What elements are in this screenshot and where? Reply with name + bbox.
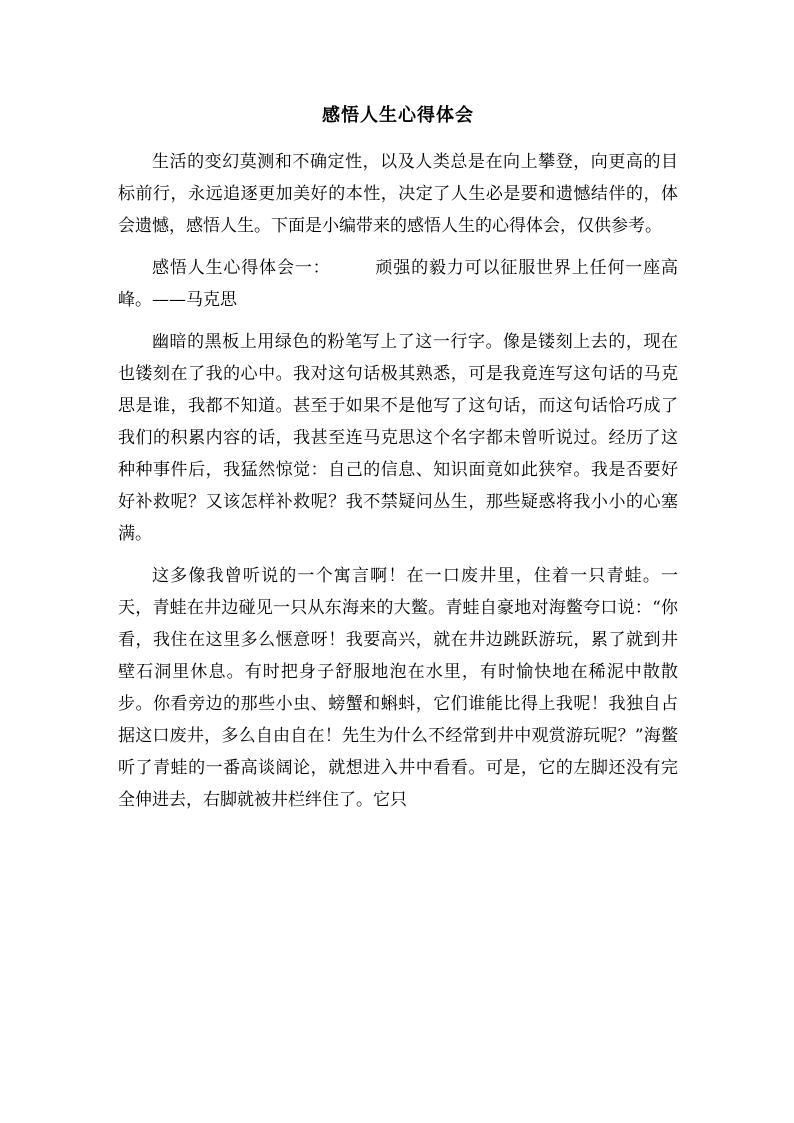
body-paragraph-blackboard: 幽暗的黑板上用绿色的粉笔写上了这一行字。像是镂刻上去的，现在也镂刻在了我的心中。我对这句话极其熟悉，可是我竟连写这句话的马克思是谁，我都不知道。甚至于如果不是他写了这句话，而这句话恰巧成了我们的积累内容的话，我甚至连马克思这个名字都未曾听说过。经历了这种种事件后，我猛然惊觉：自己的信息、知识面竟如此狭窄。我是否要好好补救呢？又该怎样补救呢？我不禁疑问丛生，那些疑惑将我小小的心塞满。 xyxy=(118,332,678,544)
body-paragraph-fable: 这多像我曾听说的一个寓言啊！在一口废井里，住着一只青蛙。一天，青蛙在井边碰见一只从东海来的大鳖。青蛙自豪地对海鳖夸口说：“你看，我住在这里多么惬意呀！我要高兴，就在井边跳跃游玩，累了就到井壁石洞里休息。有时把身子舒服地泡在水里，有时愉快地在稀泥中散散步。你看旁边的那些小虫、螃蟹和蝌蚪，它们谁能比得上我呢！我独自占据这口废井，多么自由自在！先生为什么不经常到井中观赏游玩呢？”海鳖听了青蛙的一番高谈阔论，就想进入井中看看。可是，它的左脚还没有完全伸进去，右脚就被井栏绊住了。它只 xyxy=(118,566,678,810)
section-heading: 感悟人生心得体会一： xyxy=(152,258,331,278)
document-body xyxy=(118,104,678,826)
intro-paragraph: 生活的变幻莫测和不确定性，以及人类总是在向上攀登，向更高的目标前行，永远追逐更加美好的本性，决定了人生必是要和遗憾结伴的，体会遗憾，感悟人生。下面是小编带来的感悟人生的心得体会，仅供参考。 xyxy=(118,152,678,236)
section-quote: 顽强的毅力可以征服世界上任何一座高峰。——马克思 xyxy=(118,258,679,310)
section-heading-paragraph xyxy=(118,252,678,316)
document-title: 感悟人生心得体会 xyxy=(322,105,474,126)
